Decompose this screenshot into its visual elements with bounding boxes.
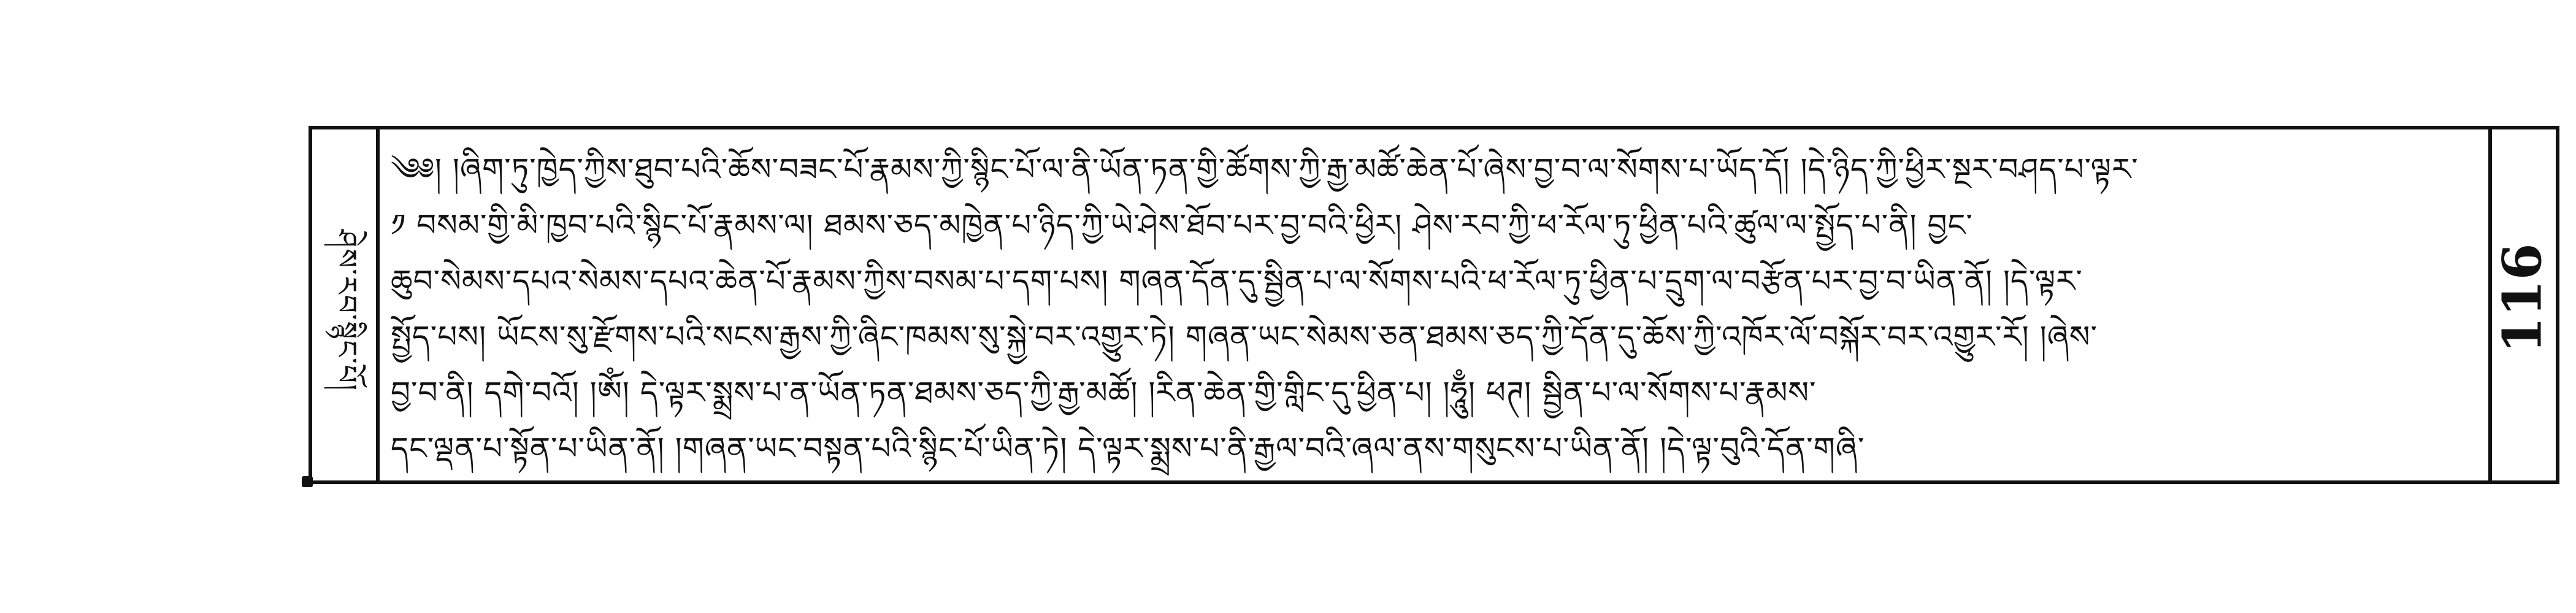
text-line: སྤྱོད་པས། ཡོངས་སུ་རྫོགས་པའི་སངས་རྒྱས་ཀྱི་ཞིང་ཁམས་སུ་སྐྱེ་བར་འགྱུར་ཏེ། གཞན་ཡང་སེམས་ཅན་ཐམས་ཅད་ཀྱི་དོན་དུ་ཆོས་ཀྱི་འཁོར་ལོ་བསྐོར་བར་འགྱུར་རོ། །ཞེས་ (391, 319, 2098, 355)
text-line: ༄༅། །ཞིག་ཏུ་ཁྱེད་ཀྱིས་ཐུབ་པའི་ཆོས་བཟང་པོ་རྣམས་ཀྱི་སྙིང་པོ་ལ་ནི་ཡོན་ཏན་གྱི་ཚོགས་ཀྱི་རྒྱ་མཚོ་ཆེན་པོ་ཞེས་བྱ་བ་ལ་སོགས་པ་ཡོད་དོ། །དེ་ཉིད་ཀྱི་ཕྱིར་སྔར་བཤད་པ་ལྟར་ (391, 152, 2139, 187)
corner-ink-mark (302, 476, 313, 487)
text-line: དང་ལྡན་པ་སྟོན་པ་ཡིན་ནོ། །གཞན་ཡང་བསྟན་པའི་སྙིང་པོ་ཡིན་ཏེ། དེ་ལྟར་སྨྲས་པ་ནི་རྒྱལ་བའི་ཞལ་ནས་གསུངས་པ་ཡིན་ནོ། །དེ་ལྟ་བུའི་དོན་གཞི་ (391, 431, 1865, 466)
folio-page (309, 126, 2559, 484)
text-line: ༡ བསམ་གྱི་མི་ཁྱབ་པའི་སྙིང་པོ་རྣམས་ལ། ཐམས་ཅད་མཁྱེན་པ་ཉིད་ཀྱི་ཡེ་ཤེས་ཐོབ་པར་བྱ་བའི་ཕྱིར། ཤེས་རབ་ཀྱི་ཕ་རོལ་ཏུ་ཕྱིན་པའི་ཚུལ་ལ་སྤྱོད་པ་ནི། བྱང་ (391, 207, 1973, 243)
page-number: 116 (2491, 243, 2554, 353)
margin-title: ཤེས་རབ་སྙིང་པོ། (330, 229, 364, 392)
text-line: བྱ་བ་ནི། དགེ་བའོ། །ཨོཾ། དེ་ལྟར་སྨྲས་པ་ན་ཡོན་ཏན་ཐམས་ཅད་ཀྱི་རྒྱ་མཚོ། །རིན་ཆེན་གྱི་གླིང་དུ་ཕྱིན་པ། །ཧཱུྃ། ཕཊ། སྦྱིན་པ་ལ་སོགས་པ་རྣམས་ (391, 375, 1817, 411)
text-body (391, 142, 2477, 468)
left-margin (312, 129, 380, 480)
right-margin (2488, 129, 2556, 480)
text-line: ཆུབ་སེམས་དཔའ་སེམས་དཔའ་ཆེན་པོ་རྣམས་ཀྱིས་བསམ་པ་དག་པས། གཞན་དོན་དུ་སྦྱིན་པ་ལ་སོགས་པའི་ཕ་རོལ་ཏུ་ཕྱིན་པ་དྲུག་ལ་བརྩོན་པར་བྱ་བ་ཡིན་ནོ། །དེ་ལྟར་ (391, 263, 2083, 299)
